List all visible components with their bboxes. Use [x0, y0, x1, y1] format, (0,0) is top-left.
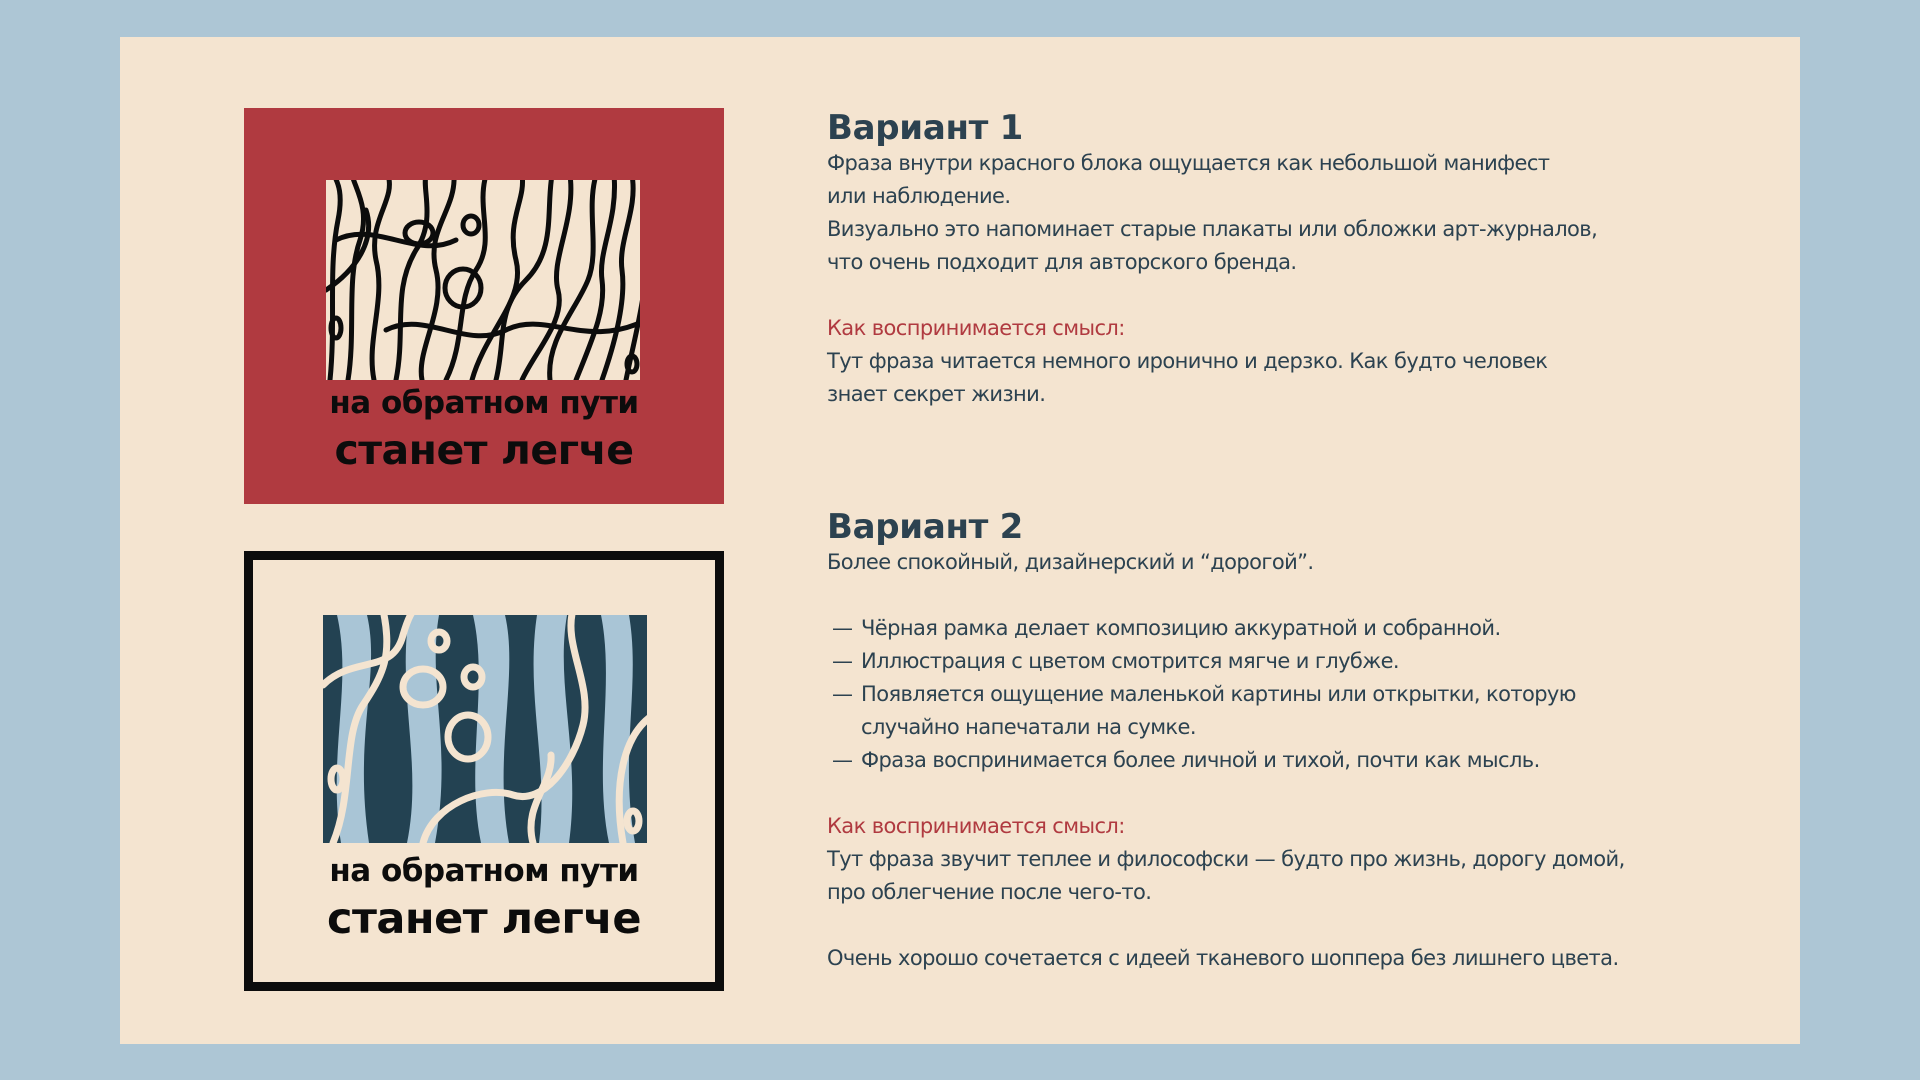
list-item-text: Появляется ощущение маленькой картины или открытки, которую — [861, 682, 1576, 706]
spacer — [827, 909, 1625, 942]
variant2-meaning-line: Тут фраза звучит теплее и философски — будто про жизнь, дорогу домой, — [827, 847, 1625, 871]
variant2-illustration — [323, 615, 647, 843]
variant1-meaning-line: Тут фраза читается немного иронично и дерзко. Как будто человек — [827, 349, 1548, 373]
variant2-phrase-line2: станет легче — [326, 894, 641, 944]
list-item — [827, 612, 1625, 645]
variant2-heading: Вариант 2 — [827, 507, 1023, 547]
list-item — [827, 645, 1625, 678]
variant2-phrase-line1: на обратном пути — [329, 853, 639, 889]
list-item-text: Фраза воспринимается более личной и тихой, почти как мысль. — [861, 748, 1540, 772]
variant1-text-line: или наблюдение. — [827, 184, 1011, 208]
variant1-meaning-line: знает секрет жизни. — [827, 382, 1046, 406]
variant1-heading: Вариант 1 — [827, 108, 1023, 148]
variant1-phrase-line2: станет легче — [334, 426, 634, 474]
spacer — [827, 279, 1597, 312]
variant2-closing: Очень хорошо сочетается с идеей тканевого шоппера без лишнего цвета. — [827, 946, 1619, 970]
list-item-text: случайно напечатали на сумке. — [861, 715, 1196, 739]
dash-bullet: — — [832, 616, 853, 640]
spacer — [827, 777, 1625, 810]
variant1-phrase-line1: на обратном пути — [329, 385, 639, 421]
variant2-intro: Более спокойный, дизайнерский и “дорогой”. — [827, 550, 1314, 574]
variant1-description — [827, 105, 1597, 411]
list-item — [827, 678, 1625, 744]
list-item — [827, 744, 1625, 777]
dash-bullet: — — [832, 682, 853, 706]
variant2-description — [827, 504, 1625, 975]
spacer — [827, 579, 1625, 612]
variant1-text-line: Визуально это напоминает старые плакаты или обложки арт-журналов, — [827, 217, 1598, 241]
variant2-mockup — [244, 551, 724, 991]
variant1-text-line: Фраза внутри красного блока ощущается как небольшой манифест — [827, 151, 1550, 175]
presentation-slide — [120, 37, 1800, 1044]
variant1-mockup — [244, 108, 724, 504]
variant2-bullet-list — [827, 612, 1625, 777]
variant1-meaning-label: Как воспринимается смысл: — [827, 316, 1125, 340]
dash-bullet: — — [832, 649, 853, 673]
variant1-illustration — [326, 180, 640, 380]
wave-art-pattern — [323, 615, 647, 843]
line-art-pattern — [326, 180, 640, 380]
dash-bullet: — — [832, 748, 853, 772]
list-item-text: Иллюстрация с цветом смотрится мягче и глубже. — [861, 649, 1399, 673]
variant2-meaning-label: Как воспринимается смысл: — [827, 814, 1125, 838]
list-item-text: Чёрная рамка делает композицию аккуратной и собранной. — [861, 616, 1501, 640]
variant1-text-line: что очень подходит для авторского бренда. — [827, 250, 1297, 274]
variant2-meaning-line: про облегчение после чего-то. — [827, 880, 1152, 904]
